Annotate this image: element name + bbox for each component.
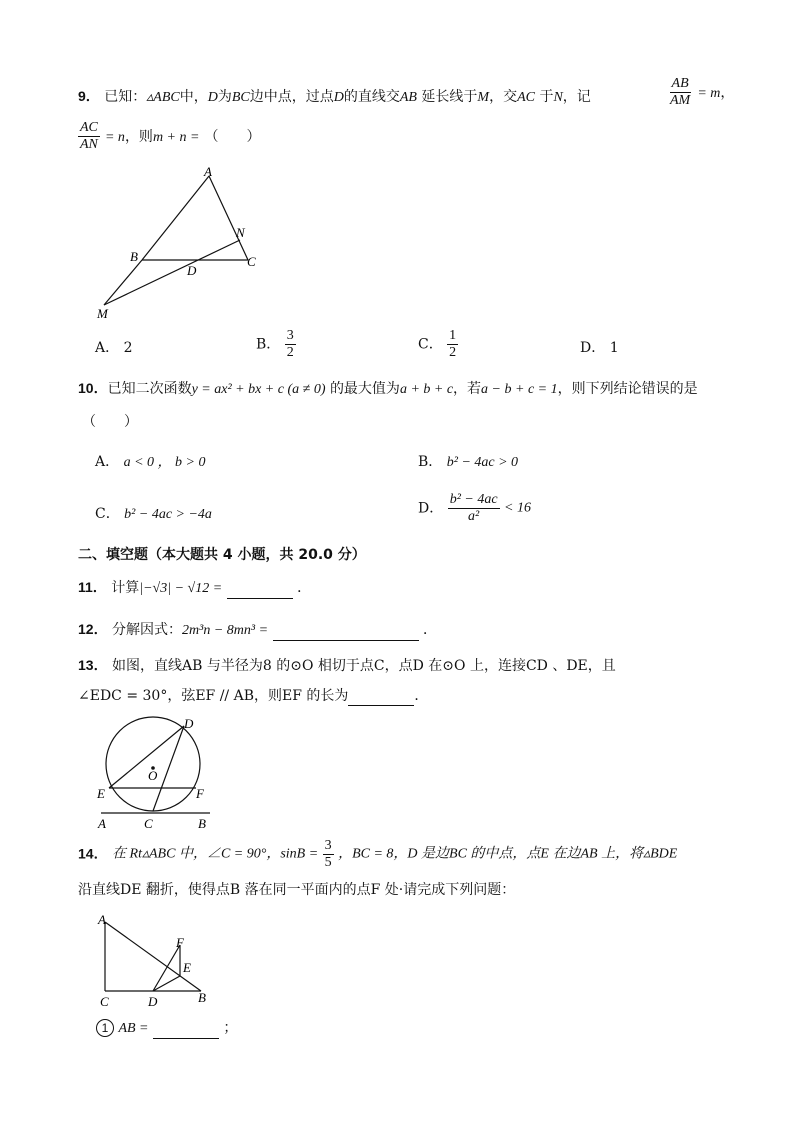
q9-fraction-m <box>668 76 734 109</box>
q9-label-m: M <box>97 306 108 321</box>
q9-text: ，记 <box>562 89 591 105</box>
q14-sub1 <box>96 1018 237 1039</box>
q9-var: AC <box>517 90 535 105</box>
frac-denominator: AM <box>670 93 691 108</box>
frac-numerator: 3 <box>286 328 294 343</box>
q14-label-a: A <box>98 912 106 927</box>
q10-condition: a − b + c = 1 <box>481 382 558 397</box>
q10-answer-paren: （ ） <box>82 414 138 430</box>
q9-answer-paren: （ ） <box>204 129 261 145</box>
q14-line2 <box>78 880 515 900</box>
q14-sub1-text: AB = <box>118 1021 149 1036</box>
q9-comma: ， <box>720 85 735 101</box>
option-label: D． <box>580 340 606 356</box>
q9-option-d[interactable] <box>580 338 619 358</box>
frac-denominator: a² <box>468 509 480 524</box>
q11 <box>78 577 311 599</box>
q14-label-b: B <box>198 990 206 1005</box>
q13-text: ∠EDC = 30°，弦EF // AB，则EF 的长为 <box>78 688 349 704</box>
q13-label-c: C <box>144 816 153 831</box>
q9-figure <box>90 160 270 325</box>
q14-number: 14． <box>78 845 108 862</box>
q10-function: y = ax² + bx + c (a ≠ 0) <box>191 382 326 397</box>
q10-line1 <box>78 378 698 400</box>
q13-number: 13． <box>78 657 108 673</box>
q10-option-a[interactable] <box>95 452 205 473</box>
q13-label-f: F <box>196 786 204 801</box>
q9-option-b[interactable] <box>256 328 296 361</box>
q14-sub1-end: ； <box>223 1020 238 1036</box>
option-value: 2 <box>123 340 133 356</box>
q9-eq-m: = m <box>697 86 721 101</box>
option-value: 1 <box>609 340 619 356</box>
q9-text: 边中点，过点 <box>249 89 334 105</box>
q9-text: ，则 <box>124 129 153 145</box>
q9-line2 <box>78 120 261 153</box>
q9-label-d: D <box>187 263 197 278</box>
option-value: b² − 4ac > −4a <box>124 507 212 522</box>
q10-number: 10． <box>78 380 108 396</box>
q11-expr: |−√3| − √12 = <box>139 581 223 596</box>
q9-option-c[interactable] <box>418 328 458 361</box>
q13-line2 <box>78 686 428 706</box>
option-label: A． <box>95 454 120 470</box>
q10-text: ，则下列结论错误的是 <box>557 381 698 397</box>
q9-text: 延长线于 <box>421 89 478 105</box>
q9-var: BC <box>231 90 250 105</box>
q14-line1 <box>78 838 677 871</box>
q14-sub1-answer-blank[interactable] <box>153 1024 219 1039</box>
q14-figure <box>92 910 222 1010</box>
q14-label-f: F <box>176 935 184 950</box>
q11-number: 11． <box>78 579 107 595</box>
option-label: D． <box>418 500 444 517</box>
option-label: B． <box>256 336 281 353</box>
q13-figure <box>92 712 222 832</box>
option-label: C． <box>418 336 443 353</box>
option-label: C． <box>95 506 120 522</box>
q14-text: 在 Rt▵ABC 中，∠C = 90°，sinB = <box>112 846 319 862</box>
q12 <box>78 619 437 641</box>
q9-text: 于 <box>539 89 554 105</box>
q14-text: 沿直线DE 翻折，使得点B 落在同一平面内的点F 处·请完成下列问题： <box>78 882 516 898</box>
q9-label-b: B <box>130 249 138 264</box>
option-value: a < 0 ， b > 0 <box>123 455 206 470</box>
q10-option-b[interactable] <box>418 452 518 473</box>
q13-label-o: O <box>148 768 158 783</box>
q9-text: 的直线交 <box>343 89 400 105</box>
q9-expr: m + n = <box>152 130 200 145</box>
q9-var: M <box>477 90 490 105</box>
section-heading: 二、填空题（本大题共 4 小题，共 20.0 分） <box>78 547 366 563</box>
q13-label-d: D <box>184 716 194 731</box>
q9-text: ，交 <box>489 89 518 105</box>
frac-numerator: AC <box>80 120 98 135</box>
frac-denominator: 2 <box>286 345 294 360</box>
frac-numerator: AB <box>671 76 689 91</box>
q11-end: ． <box>297 580 312 596</box>
q9-label-a: A <box>204 164 212 179</box>
option-label: B． <box>418 454 443 470</box>
q9-label-c: C <box>247 254 256 269</box>
q13-end: ． <box>414 688 429 704</box>
q10-text: 已知二次函数 <box>107 381 192 397</box>
frac-numerator: 3 <box>324 838 332 853</box>
q12-text: 分解因式： <box>112 622 183 638</box>
q9-eq-n: = n <box>104 130 125 145</box>
q9-var: N <box>553 90 563 105</box>
q9-option-a[interactable] <box>95 338 133 358</box>
q9-var: D <box>207 90 218 105</box>
q10-text: 的最大值为 <box>329 381 400 397</box>
q13-line1 <box>78 655 616 676</box>
q12-end: ． <box>422 622 437 638</box>
q10-maxval: a + b + c <box>399 382 454 397</box>
q9-text: 为 <box>217 89 232 105</box>
q14-label-d: D <box>148 994 158 1009</box>
subquestion-number: 1 <box>96 1019 114 1037</box>
q12-answer-blank[interactable] <box>273 626 419 641</box>
frac-denominator: 5 <box>324 855 332 870</box>
q12-expr: 2m³n − 8mn³ = <box>182 623 269 638</box>
q10-text: ，若 <box>453 381 482 397</box>
q9-line1 <box>78 86 591 108</box>
q9-text: 中， <box>179 89 208 105</box>
q9-label-n: N <box>236 225 245 240</box>
q9-text: 已知： <box>104 89 147 105</box>
frac-denominator: 2 <box>449 345 457 360</box>
q13-answer-blank[interactable] <box>348 691 414 706</box>
q11-text: 计算 <box>111 580 140 596</box>
q12-number: 12． <box>78 621 108 637</box>
q13-label-b: B <box>198 816 206 831</box>
q9-number: 9． <box>78 88 100 104</box>
option-label: A． <box>95 340 120 356</box>
q13-text: 如图，直线AB 与半径为8 的⊙O 相切于点C，点D 在⊙O 上，连接CD 、DE，且 <box>112 658 616 674</box>
frac-numerator: b² − 4ac <box>449 492 498 507</box>
frac-denominator: AN <box>80 137 98 152</box>
q14-text: ，BC = 8，D 是边BC 的中点，点E 在边AB 上，将▵BDE <box>338 846 678 862</box>
q9-triangle: ▵ABC <box>146 90 180 105</box>
q10-option-c[interactable] <box>95 504 212 525</box>
option-value: b² − 4ac > 0 <box>446 455 519 470</box>
q11-answer-blank[interactable] <box>227 584 293 599</box>
q10-option-d[interactable] <box>418 492 531 525</box>
q13-label-a: A <box>98 816 106 831</box>
q9-var: AB <box>399 90 417 105</box>
q14-label-c: C <box>100 994 109 1009</box>
q9-var: D <box>333 90 344 105</box>
q13-label-e: E <box>97 786 105 801</box>
frac-numerator: 1 <box>449 328 457 343</box>
q14-label-e: E <box>183 960 191 975</box>
option-value: < 16 <box>504 500 531 516</box>
